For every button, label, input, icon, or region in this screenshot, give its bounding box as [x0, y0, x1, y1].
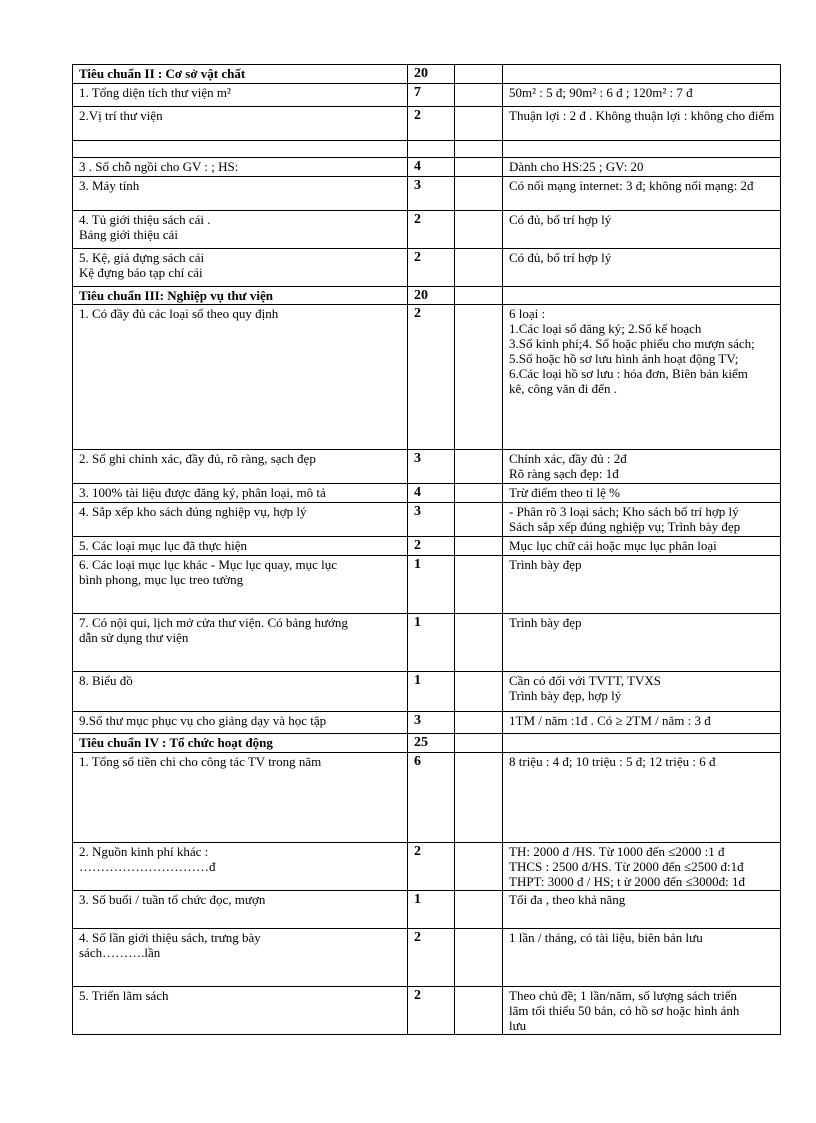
points-cell: 1	[408, 556, 455, 614]
table-row	[73, 249, 781, 287]
score-cell	[455, 672, 503, 712]
scoring-note-cell: Mục lục chữ cái hoặc mục lục phân loại	[503, 537, 781, 556]
criterion-cell: 9.Sổ thư mục phục vụ cho giảng dạy và học tập	[73, 712, 408, 734]
criterion-cell: 1. Tổng diện tích thư viện m²	[73, 84, 408, 107]
criterion-cell: 3 . Số chỗ ngồi cho GV : ; HS:	[73, 158, 408, 177]
scoring-note-cell: 1TM / năm :1đ . Có ≥ 2TM / năm : 3 đ	[503, 712, 781, 734]
score-cell	[455, 107, 503, 141]
scoring-note-cell: Theo chủ đề; 1 lần/năm, số lượng sách triển lãm tối thiểu 50 bản, có hồ sơ hoặc hình ảnh lưu	[503, 987, 781, 1035]
score-cell	[455, 141, 503, 158]
table-row	[73, 929, 781, 987]
table-row	[73, 450, 781, 484]
criterion-cell: 5. Các loại mục lục đã thực hiện	[73, 537, 408, 556]
points-cell: 1	[408, 614, 455, 672]
criterion-cell: 1. Tổng số tiền chi cho công tác TV trong năm	[73, 753, 408, 843]
table-row	[73, 672, 781, 712]
criterion-cell: 6. Các loại mục lục khác - Mục lục quay, mục lục bình phong, mục lục treo tường	[73, 556, 408, 614]
scoring-note-cell	[503, 287, 781, 305]
criterion-cell: 5. Triển lãm sách	[73, 987, 408, 1035]
points-cell: 2	[408, 305, 455, 450]
scoring-note-cell: Dành cho HS:25 ; GV: 20	[503, 158, 781, 177]
points-cell: 3	[408, 450, 455, 484]
score-cell	[455, 249, 503, 287]
scoring-note-cell: Có đủ, bố trí hợp lý	[503, 211, 781, 249]
criterion-cell: 4. Tủ giới thiệu sách cái . Bảng giới thiệu cái	[73, 211, 408, 249]
table-row	[73, 891, 781, 929]
score-cell	[455, 537, 503, 556]
section-header-row	[73, 65, 781, 84]
scoring-note-cell: Có nối mạng internet: 3 đ; không nối mạng: 2đ	[503, 177, 781, 211]
points-cell: 2	[408, 987, 455, 1035]
table-row	[73, 753, 781, 843]
table-row	[73, 484, 781, 503]
table-row	[73, 141, 781, 158]
score-cell	[455, 65, 503, 84]
scoring-note-cell: - Phân rõ 3 loại sách; Kho sách bố trí hợp lý Sách sắp xếp đúng nghiệp vụ; Trình bày đẹp	[503, 503, 781, 537]
points-cell: 2	[408, 843, 455, 891]
criterion-cell: Tiêu chuẩn II : Cơ sở vật chất	[73, 65, 408, 84]
scoring-note-cell: Thuận lợi : 2 đ . Không thuận lợi : không cho điểm	[503, 107, 781, 141]
criterion-cell: 4. Sắp xếp kho sách đúng nghiệp vụ, hợp lý	[73, 503, 408, 537]
evaluation-table	[72, 64, 781, 1035]
scoring-note-cell: 1 lần / tháng, có tài liệu, biên bản lưu	[503, 929, 781, 987]
scoring-note-cell: Trừ điểm theo tỉ lệ %	[503, 484, 781, 503]
criterion-cell: 5. Kệ, giá đựng sách cái Kệ đựng báo tạp chí cái	[73, 249, 408, 287]
table-row	[73, 158, 781, 177]
criterion-cell: 3. Số buổi / tuần tổ chức đọc, mượn	[73, 891, 408, 929]
score-cell	[455, 556, 503, 614]
table-row	[73, 843, 781, 891]
points-cell: 25	[408, 734, 455, 753]
score-cell	[455, 734, 503, 753]
points-cell: 4	[408, 484, 455, 503]
scoring-note-cell: Trình bày đẹp	[503, 556, 781, 614]
score-cell	[455, 987, 503, 1035]
criterion-cell: Tiêu chuẩn III: Nghiệp vụ thư viện	[73, 287, 408, 305]
criterion-cell: 2. Nguồn kinh phí khác : …………………………đ	[73, 843, 408, 891]
table-row	[73, 211, 781, 249]
score-cell	[455, 84, 503, 107]
table-row	[73, 556, 781, 614]
points-cell: 2	[408, 107, 455, 141]
table-row	[73, 84, 781, 107]
points-cell: 20	[408, 65, 455, 84]
points-cell	[408, 141, 455, 158]
points-cell: 2	[408, 929, 455, 987]
score-cell	[455, 287, 503, 305]
score-cell	[455, 158, 503, 177]
score-cell	[455, 614, 503, 672]
scoring-note-cell: 6 loại : 1.Các loại sổ đăng ký; 2.Sổ kế hoạch 3.Sổ kinh phí;4. Sổ hoặc phiếu cho mượn sách; 5.Sổ hoặc hồ sơ lưu hình ảnh hoạt động TV; 6.Các loại hồ sơ lưu : hóa đơn, Biên bản kiểm kê, công văn đi đến .	[503, 305, 781, 450]
section-header-row	[73, 734, 781, 753]
criterion-cell: Tiêu chuẩn IV : Tổ chức hoạt động	[73, 734, 408, 753]
scoring-note-cell: Cần có đối với TVTT, TVXS Trình bày đẹp, hợp lý	[503, 672, 781, 712]
points-cell: 6	[408, 753, 455, 843]
scoring-note-cell: Có đủ, bố trí hợp lý	[503, 249, 781, 287]
points-cell: 1	[408, 891, 455, 929]
score-cell	[455, 929, 503, 987]
table-row	[73, 107, 781, 141]
criterion-cell: 3. Máy tính	[73, 177, 408, 211]
points-cell: 3	[408, 177, 455, 211]
table-row	[73, 503, 781, 537]
criterion-cell: 2. Sổ ghi chính xác, đầy đủ, rõ ràng, sạch đẹp	[73, 450, 408, 484]
criterion-cell: 1. Có đầy đủ các loại sổ theo quy định	[73, 305, 408, 450]
points-cell: 2	[408, 211, 455, 249]
score-cell	[455, 753, 503, 843]
score-cell	[455, 843, 503, 891]
score-cell	[455, 891, 503, 929]
points-cell: 4	[408, 158, 455, 177]
score-cell	[455, 177, 503, 211]
points-cell: 2	[408, 537, 455, 556]
criterion-cell: 7. Có nội qui, lịch mở cửa thư viện. Có bảng hướng dẫn sử dụng thư viện	[73, 614, 408, 672]
criterion-cell: 2.Vị trí thư viện	[73, 107, 408, 141]
criterion-cell: 8. Biểu đồ	[73, 672, 408, 712]
scoring-note-cell: Tối đa , theo khả năng	[503, 891, 781, 929]
scoring-note-cell: Trình bày đẹp	[503, 614, 781, 672]
criterion-cell: 3. 100% tài liệu được đăng ký, phân loại, mô tả	[73, 484, 408, 503]
scoring-note-cell: 50m² : 5 đ; 90m² : 6 đ ; 120m² : 7 đ	[503, 84, 781, 107]
scoring-note-cell: TH: 2000 đ /HS. Từ 1000 đến ≤2000 :1 đ THCS : 2500 đ/HS. Từ 2000 đến ≤2500 đ:1đ THPT: 3000 đ / HS; t ừ 2000 đến ≤3000đ: 1đ	[503, 843, 781, 891]
points-cell: 20	[408, 287, 455, 305]
table-row	[73, 614, 781, 672]
score-cell	[455, 305, 503, 450]
table-row	[73, 305, 781, 450]
scoring-note-cell	[503, 65, 781, 84]
scoring-note-cell: 8 triệu : 4 đ; 10 triệu : 5 đ; 12 triệu : 6 đ	[503, 753, 781, 843]
score-cell	[455, 484, 503, 503]
points-cell: 7	[408, 84, 455, 107]
points-cell: 2	[408, 249, 455, 287]
table-body	[73, 65, 781, 1035]
points-cell: 3	[408, 712, 455, 734]
scoring-note-cell	[503, 141, 781, 158]
score-cell	[455, 450, 503, 484]
section-header-row	[73, 287, 781, 305]
score-cell	[455, 503, 503, 537]
table-row	[73, 987, 781, 1035]
table-row	[73, 177, 781, 211]
criterion-cell	[73, 141, 408, 158]
table-row	[73, 712, 781, 734]
score-cell	[455, 712, 503, 734]
scoring-note-cell	[503, 734, 781, 753]
scoring-note-cell: Chính xác, đầy đủ : 2đ Rõ ràng sạch đẹp: 1đ	[503, 450, 781, 484]
criterion-cell: 4. Số lần giới thiệu sách, trưng bày sách……….lần	[73, 929, 408, 987]
table-row	[73, 537, 781, 556]
points-cell: 1	[408, 672, 455, 712]
points-cell: 3	[408, 503, 455, 537]
score-cell	[455, 211, 503, 249]
